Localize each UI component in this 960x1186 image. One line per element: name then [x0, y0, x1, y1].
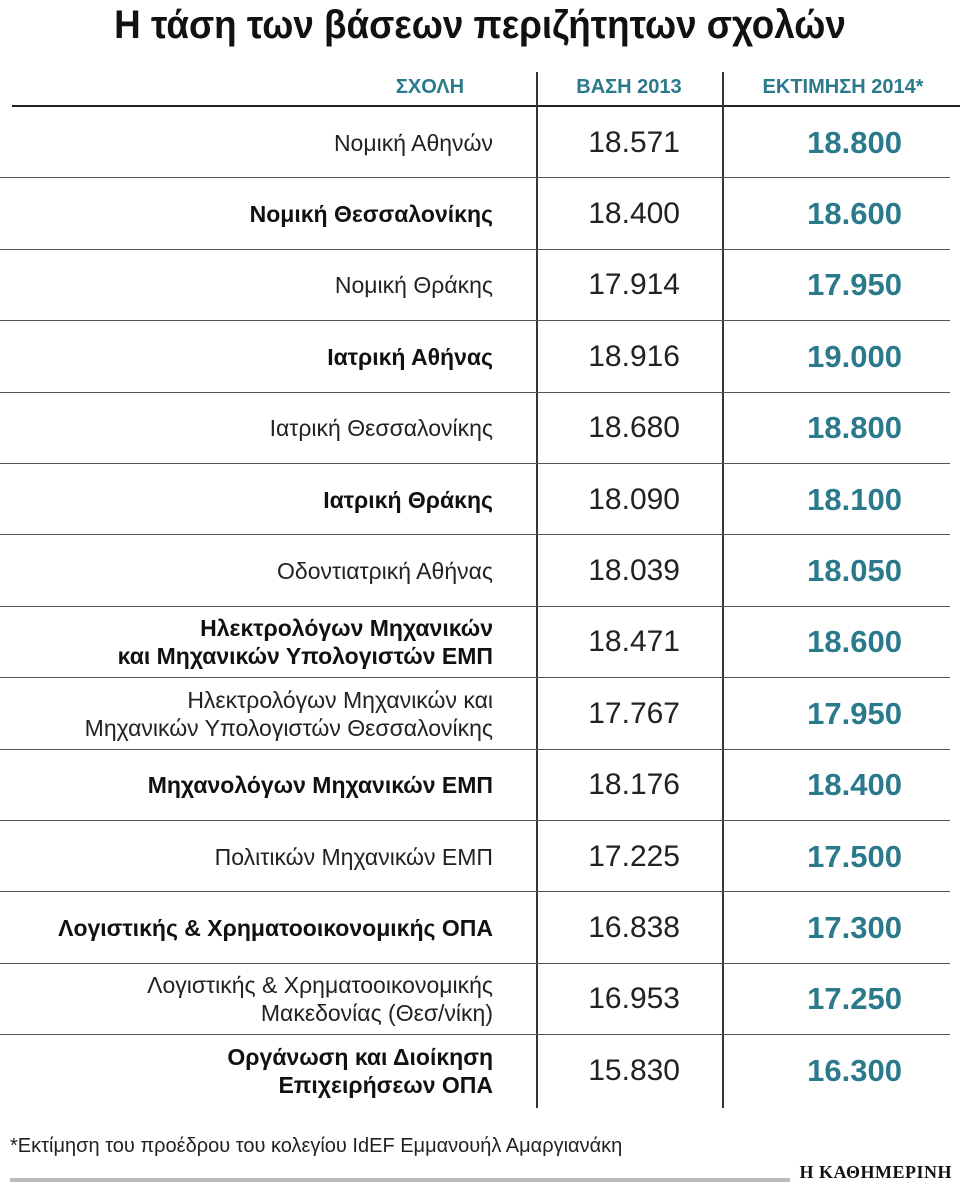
- base-2013-value: 17.225: [588, 839, 680, 873]
- school-name: Ιατρική Θράκης: [323, 486, 493, 513]
- school-name: Λογιστικής & Χρηματοοικονομικής ΟΠΑ: [58, 915, 493, 942]
- school-name: Ιατρική Αθήνας: [327, 343, 493, 370]
- publisher-logo: Η ΚΑΘΗΜΕΡΙΝΗ: [799, 1162, 952, 1182]
- school-name: Νομική Θεσσαλονίκης: [249, 201, 493, 228]
- school-name: Λογιστικής & Χρηματοοικονομικής Μακεδονίας (Θεσ/νίκη): [147, 972, 493, 1027]
- table-row: [0, 1035, 960, 1106]
- school-name: Ιατρική Θεσσαλονίκης: [269, 415, 493, 442]
- estimate-2014-value: 18.050: [807, 553, 902, 589]
- base-2013-value: 18.471: [588, 625, 680, 659]
- table-row: [0, 107, 960, 178]
- base-2013-value: 18.090: [588, 482, 680, 516]
- estimate-2014-value: 18.800: [807, 410, 902, 446]
- table-row: [0, 393, 960, 464]
- table-row: [0, 535, 960, 606]
- base-2013-value: 18.176: [588, 768, 680, 802]
- base-2013-value: 17.767: [588, 696, 680, 730]
- base-2013-value: 18.400: [588, 197, 680, 231]
- table-row: [0, 464, 960, 535]
- estimate-2014-value: 17.500: [807, 838, 902, 874]
- estimate-2014-value: 18.600: [807, 196, 902, 232]
- table-row: [0, 964, 960, 1035]
- base-2013-value: 16.953: [588, 982, 680, 1016]
- school-name: Ηλεκτρολόγων Μηχανικών και Μηχανικών Υπολογιστών Θεσσαλονίκης: [84, 686, 493, 741]
- estimate-2014-value: 17.250: [807, 981, 902, 1017]
- base-2013-value: 15.830: [588, 1053, 680, 1087]
- table-row: [0, 250, 960, 321]
- school-name: Ηλεκτρολόγων Μηχανικών και Μηχανικών Υπολογιστών ΕΜΠ: [117, 615, 493, 670]
- column-header-base-2013: ΒΑΣΗ 2013: [576, 76, 682, 98]
- estimate-2014-value: 18.800: [807, 124, 902, 160]
- table-row: [0, 178, 960, 249]
- school-name: Νομική Αθηνών: [333, 129, 493, 156]
- base-2013-value: 18.039: [588, 554, 680, 588]
- column-header-estimate-2014: ΕΚΤΙΜΗΣΗ 2014*: [762, 76, 924, 98]
- school-name: Οργάνωση και Διοίκηση Επιχειρήσεων ΟΠΑ: [227, 1043, 493, 1098]
- column-header-school: ΣΧΟΛΗ: [395, 76, 465, 98]
- estimate-2014-value: 16.300: [807, 1052, 902, 1088]
- estimate-2014-value: 18.100: [807, 481, 902, 517]
- table-row: [0, 892, 960, 963]
- chart-title: Η τάση των βάσεων περιζήτητων σχολών: [114, 3, 846, 47]
- estimate-2014-value: 18.600: [807, 624, 902, 660]
- base-2013-value: 18.916: [588, 339, 680, 373]
- table-row: [0, 750, 960, 821]
- base-2013-value: 18.680: [588, 411, 680, 445]
- table-row: [0, 678, 960, 749]
- table-row: [0, 821, 960, 892]
- estimate-2014-value: 17.300: [807, 910, 902, 946]
- estimate-2014-value: 17.950: [807, 695, 902, 731]
- table-row: [0, 607, 960, 678]
- estimate-2014-value: 17.950: [807, 267, 902, 303]
- school-name: Οδοντιατρική Αθήνας: [277, 558, 493, 585]
- footnote: *Εκτίμηση του προέδρου του κολεγίου IdEF Εμμανουήλ Αμαργιανάκη: [10, 1135, 623, 1157]
- base-2013-value: 16.838: [588, 911, 680, 945]
- school-name: Μηχανολόγων Μηχανικών ΕΜΠ: [147, 772, 493, 799]
- footer-divider: [10, 1178, 790, 1182]
- base-2013-value: 17.914: [588, 268, 680, 302]
- table-row: [0, 321, 960, 392]
- school-name: Πολιτικών Μηχανικών ΕΜΠ: [214, 843, 493, 870]
- school-name: Νομική Θράκης: [334, 272, 493, 299]
- estimate-2014-value: 18.400: [807, 767, 902, 803]
- estimate-2014-value: 19.000: [807, 338, 902, 374]
- base-2013-value: 18.571: [588, 125, 680, 159]
